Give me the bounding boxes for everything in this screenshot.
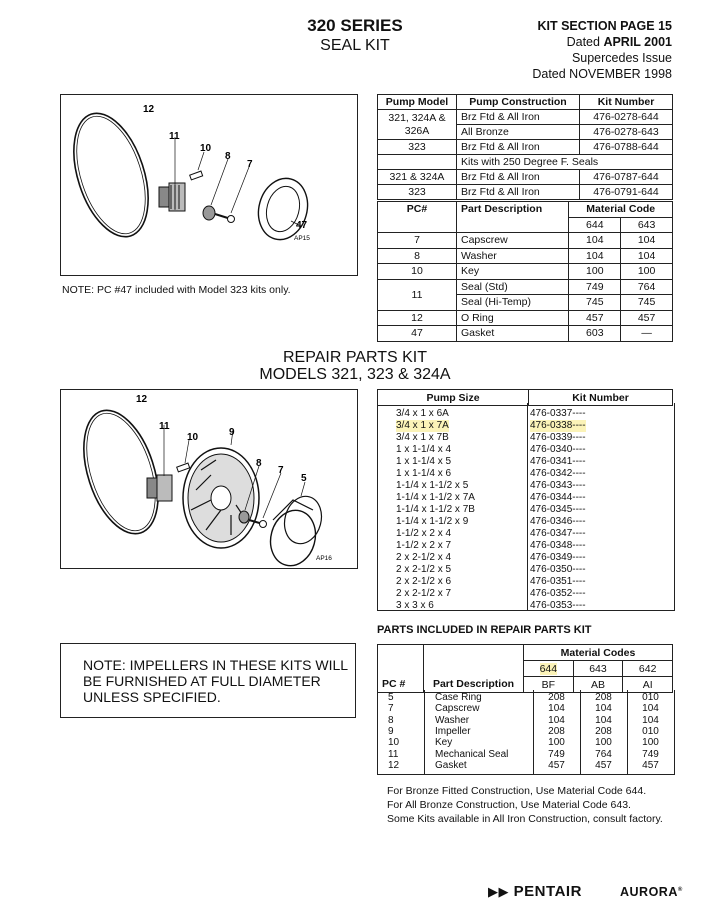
- pump-model-cell: 321, 324A & 326A: [378, 110, 457, 140]
- part-description-cell: Gasket: [457, 326, 569, 342]
- part-description-cell: Capscrew: [435, 703, 480, 715]
- material-code-cell: 104: [595, 714, 612, 726]
- pump-size-cell: 1-1/4 x 1-1/2 x 5: [396, 480, 469, 491]
- part-description-cell: Seal (Hi-Temp): [457, 295, 569, 311]
- material-code-643: 643: [573, 661, 623, 677]
- pump-size-table: [377, 403, 675, 611]
- kit-number-cell: 476-0345----: [530, 504, 586, 515]
- figure1-code: AP15: [294, 235, 310, 242]
- pump-size-cell: 2 x 2-1/2 x 5: [396, 564, 452, 575]
- figure1-label-10: 10: [200, 143, 212, 154]
- pump-size-cell: 3/4 x 1 x 7A: [396, 420, 449, 431]
- pentair-logo-text: PENTAIR: [513, 883, 582, 900]
- repair-title-line2: MODELS 321, 323 & 324A: [259, 366, 451, 383]
- figure2-code: AP16: [316, 555, 332, 562]
- part-description-cell: Washer: [435, 714, 470, 726]
- figure2-label-10: 10: [187, 432, 199, 443]
- material-code-cell: 100: [569, 264, 621, 280]
- material-code-cell: 104: [548, 714, 565, 726]
- figure2-label-9: 9: [229, 427, 235, 438]
- material-code-cell: 457: [621, 310, 673, 326]
- kit-number-cell: 476-0344----: [530, 492, 586, 503]
- material-codes-table: [377, 690, 675, 775]
- exploded-view-repair-kit: [61, 390, 357, 568]
- pump-size-cell: 3/4 x 1 x 6A: [396, 408, 449, 419]
- part-description-cell: O Ring: [457, 310, 569, 326]
- material-code-cell: 764: [595, 748, 612, 760]
- pc-cell: 10: [388, 737, 400, 749]
- exploded-view-seal-kit: [61, 95, 357, 275]
- pump-size-cell: 3/4 x 1 x 7B: [396, 432, 449, 443]
- kit-number-cell: 476-0353----: [530, 600, 586, 611]
- kit-number-cell: 476-0337----: [530, 408, 586, 419]
- pump-size-cell: 1 x 1-1/4 x 4: [396, 444, 452, 455]
- material-code-cell: 745: [621, 295, 673, 311]
- pentair-logo-icon: ▶▶: [488, 884, 509, 899]
- figure1-label-12: 12: [143, 104, 155, 115]
- footer-note-line: For All Bronze Construction, Use Material Code 643.: [387, 799, 631, 811]
- material-code-cell: 749: [569, 279, 621, 295]
- material-code-cell: 104: [548, 703, 565, 715]
- table-row: [378, 233, 673, 249]
- pump-model-cell: 323: [378, 140, 457, 155]
- kit-number-cell: 476-0788-644: [580, 140, 673, 155]
- kit-number-cell: 476-0278-643: [580, 125, 673, 140]
- material-code-644: 644: [539, 662, 558, 675]
- material-code-cell: 208: [548, 692, 565, 703]
- table-row: [378, 140, 673, 155]
- kit-number-cell: 476-0338----: [530, 420, 586, 431]
- dated-value: APRIL 2001: [603, 35, 672, 49]
- kit-number-cell: 476-0340----: [530, 444, 586, 455]
- material-code-cell: 104: [595, 703, 612, 715]
- figure2-label-8: 8: [256, 458, 262, 469]
- kit-number-cell: 476-0343----: [530, 480, 586, 491]
- abbr-ab: AB: [573, 677, 623, 693]
- pump-construction-cell: Brz Ftd & All Iron: [457, 110, 580, 125]
- figure1-label-7: 7: [247, 159, 253, 170]
- repair-kit-diagram: [60, 389, 358, 569]
- note-pc47: NOTE: PC #47 included with Model 323 kits only.: [62, 284, 291, 296]
- pump-construction-cell: All Bronze: [457, 125, 580, 140]
- aurora-logo: AURORA®: [620, 885, 683, 899]
- pc-cell: 7: [388, 703, 394, 715]
- table-row: [378, 248, 673, 264]
- kit-number-cell: 476-0341----: [530, 456, 586, 467]
- material-code-cell: 457: [569, 310, 621, 326]
- material-code-cell: 010: [642, 692, 659, 703]
- material-code-cell: 208: [595, 692, 612, 703]
- part-description-cell: Case Ring: [435, 692, 482, 703]
- pump-construction-cell: Brz Ftd & All Iron: [457, 140, 580, 155]
- material-code-cell: 100: [595, 737, 612, 749]
- aurora-logo-text: AURORA: [620, 885, 678, 899]
- part-description-cell: Gasket: [435, 759, 467, 771]
- repair-parts-title: [230, 349, 480, 383]
- repair-title-line1: REPAIR PARTS KIT: [282, 349, 428, 366]
- table-row: [378, 326, 673, 342]
- page-number: 15: [658, 19, 672, 33]
- pump-model-cell: 321 & 324A: [378, 170, 457, 185]
- pump-size-cell: 1 x 1-1/4 x 6: [396, 468, 452, 479]
- kit-number-cell: 476-0346----: [530, 516, 586, 527]
- impeller-note-box: [60, 643, 356, 718]
- material-code-cell: 603: [569, 326, 621, 342]
- supersedes-date: Dated NOVEMBER 1998: [532, 67, 672, 81]
- kit-subtitle: SEAL KIT: [320, 37, 390, 54]
- figure2-label-5: 5: [301, 473, 307, 484]
- kit-number-cell: 476-0349----: [530, 552, 586, 563]
- part-description-cell: Impeller: [435, 725, 471, 737]
- kit-number-cell: 476-0350----: [530, 564, 586, 575]
- kit-number-cell: 476-0339----: [530, 432, 586, 443]
- seal-kit-parts-table: [377, 201, 673, 342]
- material-code-cell: 764: [621, 279, 673, 295]
- kit-section-label: KIT SECTION PAGE: [537, 19, 659, 33]
- abbr-ai: AI: [623, 677, 673, 693]
- material-code-cell: 104: [621, 233, 673, 249]
- column-header: Part Description: [457, 202, 569, 233]
- pc-cell: 8: [378, 248, 457, 264]
- part-description-header: Part Description: [424, 677, 524, 693]
- material-code-cell: 749: [642, 748, 659, 760]
- pump-size-cell: 1-1/4 x 1-1/2 x 7B: [396, 504, 475, 515]
- kit-number-cell: 476-0347----: [530, 528, 586, 539]
- footer-note-line: For Bronze Fitted Construction, Use Material Code 644.: [387, 785, 647, 797]
- material-code-cell: 104: [569, 233, 621, 249]
- column-header: Pump Construction: [457, 95, 580, 110]
- part-description-cell: Key: [435, 737, 453, 749]
- pump-size-cell: 3 x 3 x 6: [396, 600, 434, 611]
- pc-cell: 5: [388, 692, 394, 703]
- seal-kit-diagram: [60, 94, 358, 276]
- part-description-cell: Seal (Std): [457, 279, 569, 295]
- pentair-logo: [488, 883, 582, 900]
- pc-cell: 10: [378, 264, 457, 280]
- pump-construction-cell: Brz Ftd & All Iron: [457, 170, 580, 185]
- material-code-cell: 104: [642, 703, 659, 715]
- kit-number-cell: 476-0787-644: [580, 170, 673, 185]
- kit-number-cell: 476-0278-644: [580, 110, 673, 125]
- pc-cell: 12: [378, 310, 457, 326]
- abbr-bf: BF: [524, 677, 574, 693]
- footer-note-line: Some Kits available in All Iron Construction, consult factory.: [387, 813, 663, 825]
- material-code-cell: 457: [595, 759, 612, 771]
- column-header: Pump Model: [378, 95, 457, 110]
- part-description-cell: Washer: [457, 248, 569, 264]
- kit-number-cell: 476-0352----: [530, 588, 586, 599]
- material-code-cell: 457: [642, 759, 659, 771]
- part-description-cell: Key: [457, 264, 569, 280]
- pc-cell: 12: [388, 759, 400, 771]
- pump-size-cell: 2 x 2-1/2 x 7: [396, 588, 452, 599]
- material-code-cell: 100: [621, 264, 673, 280]
- column-header: Pump Size: [378, 390, 529, 406]
- material-code-cell: —: [621, 326, 673, 342]
- table-row: [378, 310, 673, 326]
- kit-number-cell: 476-0342----: [530, 468, 586, 479]
- material-code-cell: 010: [642, 725, 659, 737]
- pump-size-cell: 1-1/4 x 1-1/2 x 7A: [396, 492, 475, 503]
- pump-size-cell: 2 x 2-1/2 x 4: [396, 552, 452, 563]
- table-row: [378, 185, 673, 200]
- column-header: Material Code: [569, 202, 673, 218]
- column-header: Kit Number: [529, 390, 673, 406]
- part-description-cell: Capscrew: [457, 233, 569, 249]
- pc-cell: 8: [388, 714, 394, 726]
- table-row: [378, 155, 673, 170]
- material-code: 643: [621, 217, 673, 233]
- pump-size-cell: 1-1/4 x 1-1/2 x 9: [396, 516, 469, 527]
- material-code-cell: 104: [569, 248, 621, 264]
- pc-cell: 11: [378, 279, 457, 310]
- material-codes-title: Material Codes: [524, 645, 673, 661]
- pump-size-cell: 2 x 2-1/2 x 6: [396, 576, 452, 587]
- material-code: 644: [569, 217, 621, 233]
- pc-header: PC #: [378, 677, 424, 693]
- series-title: 320 SERIES: [307, 16, 403, 35]
- material-code-cell: 100: [548, 737, 565, 749]
- material-code-642: 642: [623, 661, 673, 677]
- table-row: [378, 264, 673, 280]
- pump-construction-cell: Kits with 250 Degree F. Seals: [457, 155, 673, 170]
- table-row: [378, 170, 673, 185]
- figure2-label-11: 11: [159, 421, 170, 432]
- pc-cell: 11: [388, 748, 399, 760]
- material-code-cell: 208: [595, 725, 612, 737]
- material-code-cell: 104: [621, 248, 673, 264]
- material-code-cell: 100: [642, 737, 659, 749]
- kit-section-info: [532, 18, 672, 82]
- material-code-cell: 749: [548, 748, 565, 760]
- pc-cell: 47: [378, 326, 457, 342]
- table-row: [378, 110, 673, 125]
- pc-cell: 9: [388, 725, 394, 737]
- pump-construction-cell: Brz Ftd & All Iron: [457, 185, 580, 200]
- page-title: [290, 16, 420, 56]
- kit-number-cell: 476-0791-644: [580, 185, 673, 200]
- seal-kit-models-table: [377, 94, 673, 200]
- column-header: Kit Number: [580, 95, 673, 110]
- construction-notes: [387, 784, 663, 826]
- pump-model-cell: 323: [378, 185, 457, 200]
- pump-size-cell: 1 x 1-1/4 x 5: [396, 456, 452, 467]
- column-header: PC#: [378, 202, 457, 233]
- supersedes-label: Supercedes Issue: [571, 51, 672, 65]
- material-code-cell: 457: [548, 759, 565, 771]
- pump-size-cell: 1-1/2 x 2 x 7: [396, 540, 452, 551]
- kit-number-cell: 476-0351----: [530, 576, 586, 587]
- impeller-note: NOTE: IMPELLERS IN THESE KITS WILL BE FURNISHED AT FULL DIAMETER UNLESS SPECIFIED.: [83, 657, 348, 705]
- figure1-label-47: 47: [296, 220, 308, 231]
- pump-size-cell: 1-1/2 x 2 x 4: [396, 528, 452, 539]
- part-description-cell: Mechanical Seal: [435, 748, 509, 760]
- figure2-label-12: 12: [136, 394, 148, 405]
- figure2-label-7: 7: [278, 465, 284, 476]
- material-code-cell: 104: [642, 714, 659, 726]
- figure1-label-11: 11: [169, 131, 180, 142]
- kit-number-cell: 476-0348----: [530, 540, 586, 551]
- material-code-cell: 745: [569, 295, 621, 311]
- table-row: [378, 279, 673, 295]
- material-codes-table-header: [377, 644, 673, 693]
- figure1-label-8: 8: [225, 151, 231, 162]
- parts-included-heading: PARTS INCLUDED IN REPAIR PARTS KIT: [377, 624, 592, 636]
- dated-label: Dated: [566, 35, 604, 49]
- material-code-cell: 208: [548, 725, 565, 737]
- pc-cell: 7: [378, 233, 457, 249]
